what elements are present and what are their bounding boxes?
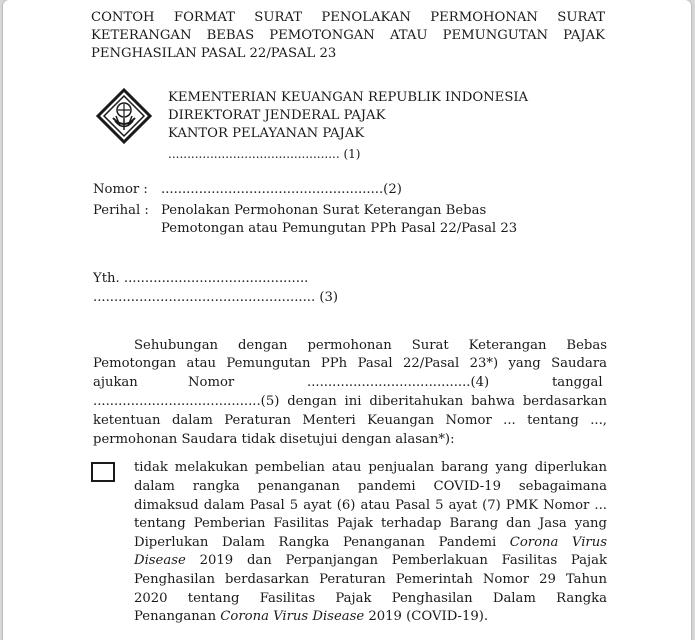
body-line-3-nomor: Nomor <box>188 375 235 390</box>
reason-line-9 <box>134 608 488 626</box>
body-line-5: ketentuan dalam Peraturan Menteri Keuangan Nomor ... tentang ..., <box>93 413 607 428</box>
title-line-2: KETERANGAN BEBAS PEMOTONGAN ATAU PEMUNGUTAN PAJAK <box>91 28 605 43</box>
reason-line-2: dalam rangka penanganan pandemi COVID-19 sebagaimana <box>134 479 607 494</box>
letterhead-office: KANTOR PELAYANAN PAJAK <box>168 126 365 141</box>
letterhead-directorate: DIREKTORAT JENDERAL PAJAK <box>168 108 386 123</box>
reason-line-4: tentang Pemberian Fasilitas Pajak terhadap Barang dan Jasa yang <box>134 516 607 531</box>
recipient-line-2: ..................................................... (3) <box>93 290 339 305</box>
reason-checkbox[interactable] <box>91 462 115 482</box>
reason-line-9-text: Penanganan <box>134 609 217 624</box>
body-line-1: Sehubungan dengan permohonan Surat Keterangan Bebas <box>134 338 607 353</box>
reason-line-6 <box>134 552 607 570</box>
reason-line-1: tidak melakukan pembelian atau penjualan barang yang diperlukan <box>134 460 607 475</box>
perihal-label: Perihal : <box>93 203 149 218</box>
body-line-4: ........................................(5) dengan ini diberitahukan bahwa berdasarkan <box>93 394 607 409</box>
body-line-3-blank: .......................................(4) <box>307 375 490 390</box>
reason-line-6-text: 2019 dan Perpanjangan Pemberlakuan Fasilitas Pajak <box>199 553 607 568</box>
title-line-1: CONTOH FORMAT SURAT PENOLAKAN PERMOHONAN SURAT <box>91 10 605 25</box>
reason-line-7: Penghasilan berdasarkan Peraturan Pemerintah Nomor 29 Tahun <box>134 572 607 587</box>
title-line-3: PENGHASILAN PASAL 22/PASAL 23 <box>91 46 337 61</box>
body-line-3-ajukan: ajukan <box>93 375 138 390</box>
reason-line-5 <box>134 534 607 552</box>
reason-line-9-end: 2019 (COVID-19). <box>368 609 489 624</box>
body-line-6: permohonan Saudara tidak disetujui dengan alasan*): <box>93 432 455 447</box>
reason-line-6-italic: Disease <box>134 553 186 568</box>
body-line-3-tanggal: tanggal <box>552 375 603 390</box>
recipient-line-1: Yth. ............................................ <box>93 271 309 286</box>
nomor-label: Nomor : <box>93 182 148 197</box>
body-line-2: Pemotongan atau Pemungutan PPh Pasal 22/Pasal 23*) yang Saudara <box>93 356 607 371</box>
perihal-line-2: Pemotongan atau Pemungutan PPh Pasal 22/Pasal 23 <box>161 221 518 236</box>
reason-line-8: 2020 tentang Fasilitas Pajak Penghasilan Dalam Rangka <box>134 591 607 606</box>
document-page <box>3 0 691 640</box>
letterhead-ministry: KEMENTERIAN KEUANGAN REPUBLIK INDONESIA <box>168 90 529 105</box>
reason-line-5-italic: Corona Virus <box>509 535 607 550</box>
reason-line-3: dimaksud dalam Pasal 5 ayat (6) atau Pasal 5 ayat (7) PMK Nomor ... <box>134 498 607 513</box>
nomor-value: .....................................................(2) <box>161 182 402 197</box>
reason-line-9-italic: Corona Virus Disease <box>220 609 365 624</box>
perihal-line-1: Penolakan Permohonan Surat Keterangan Bebas <box>161 203 487 218</box>
ministry-emblem-icon <box>96 88 152 144</box>
reason-line-5-text: Diperlukan Dalam Rangka Penanganan Pandemi <box>134 535 497 550</box>
letterhead-office-blank: ............................................. (1) <box>168 147 361 161</box>
